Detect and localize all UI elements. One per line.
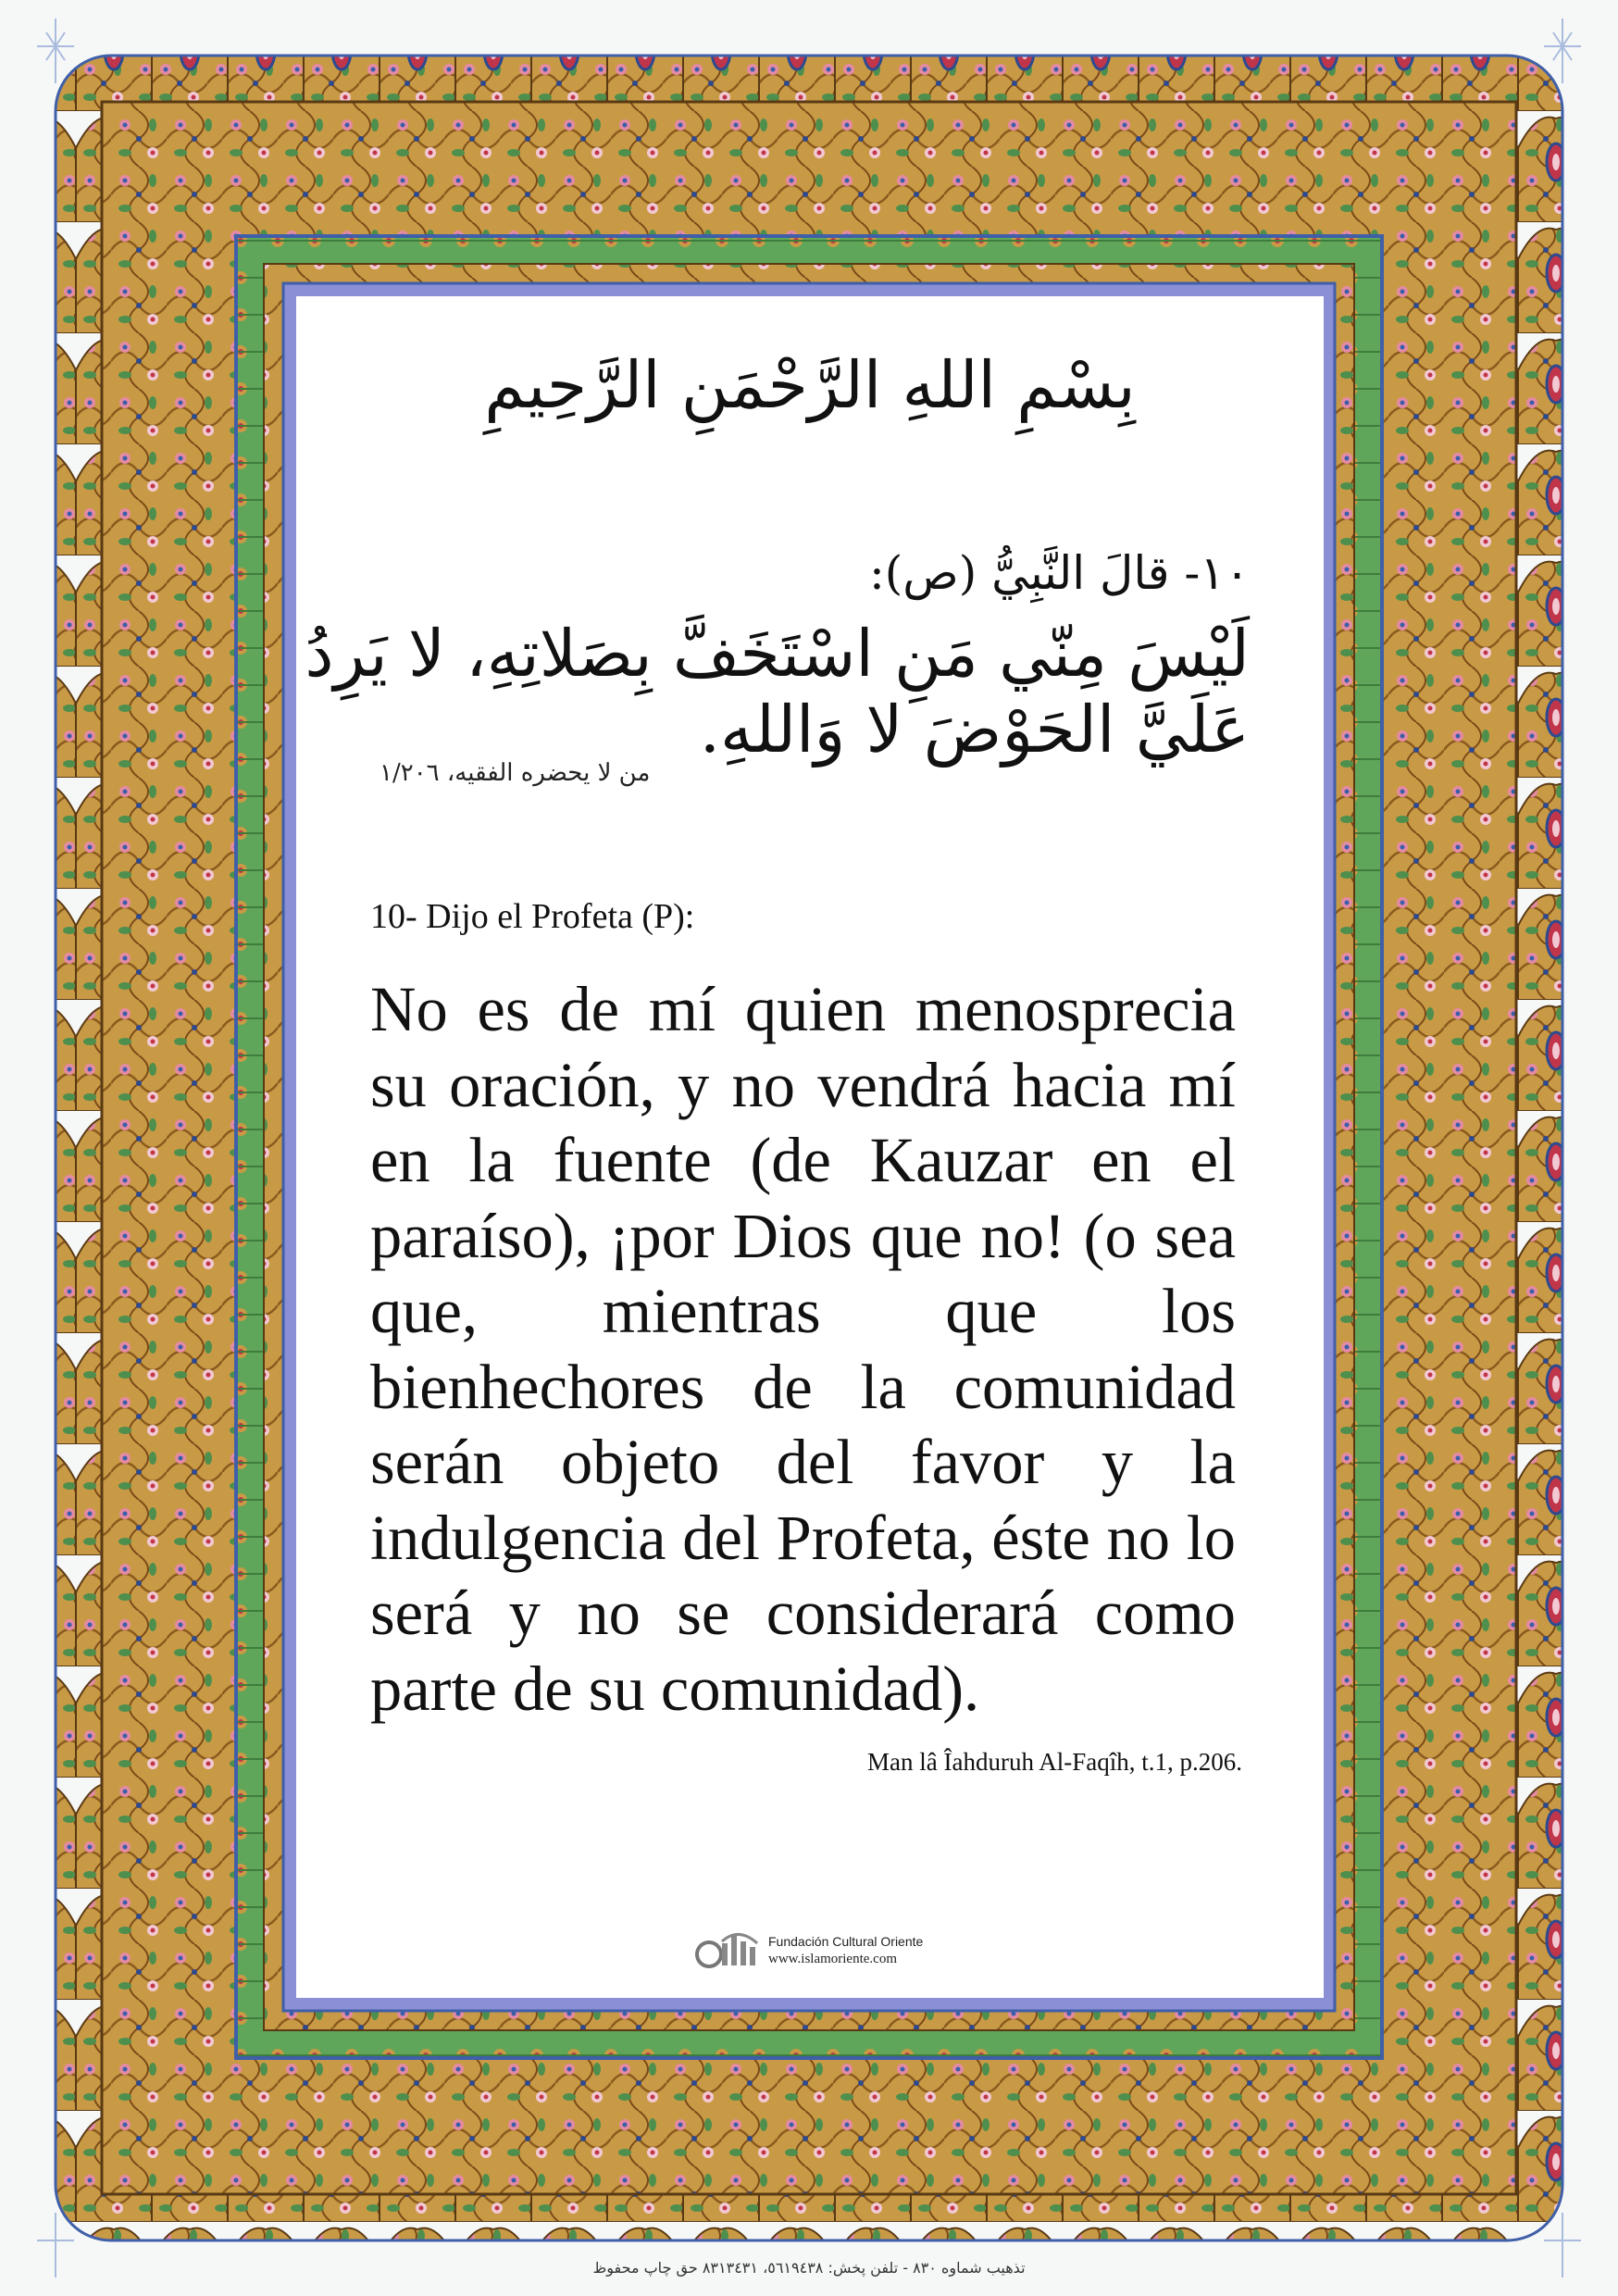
source-citation: Man lâ Îahduruh Al-Faqîh, t.1, p.206. xyxy=(867,1748,1242,1776)
arabic-source: من لا يحضره الفقيه، ١/٢٠٦ xyxy=(380,759,651,787)
arabic-intro: ١٠- قالَ النَّبِيُّ (ص): xyxy=(868,546,1250,600)
hadith-intro: 10- Dijo el Profeta (P): xyxy=(370,897,695,936)
printer-footer: تذهيب شماوه ٨٣٠ - تلفن پخش: ٥٦١٩٤٣٨، ٨٣١٣٤٣١ حق چاپ محفوظ xyxy=(592,2259,1026,2277)
publisher-name: Fundación Cultural Oriente xyxy=(768,1934,924,1949)
publisher-url: www.islamoriente.com xyxy=(768,1952,897,1966)
publisher-logo xyxy=(694,1928,935,1971)
publisher-logo-icon xyxy=(694,1928,763,1971)
hadith-translation: No es de mí quien menosprecia su oración, y no vendrá hacia mí en la fuente (de Kauzar en el paraíso), ¡por Dios que no! (o sea que, mientras que los bienhechores de la comunidad serán objeto del favor y la indulgencia del Profeta, éste no lo será y no se considerará como parte de su comunidad). xyxy=(370,974,1236,1724)
text-panel xyxy=(296,296,1324,1998)
basmala-calligraphy: بِسْمِ اللهِ الرَّحْمَنِ الرَّحِيمِ xyxy=(484,347,1136,423)
arabic-hadith: لَيْسَ مِنّي مَنِ اسْتَخَفَّ بِصَلاتِهِ، لا يَرِدُ عَلَيَّ الحَوْضَ لا وَاللهِ. xyxy=(305,616,1250,767)
